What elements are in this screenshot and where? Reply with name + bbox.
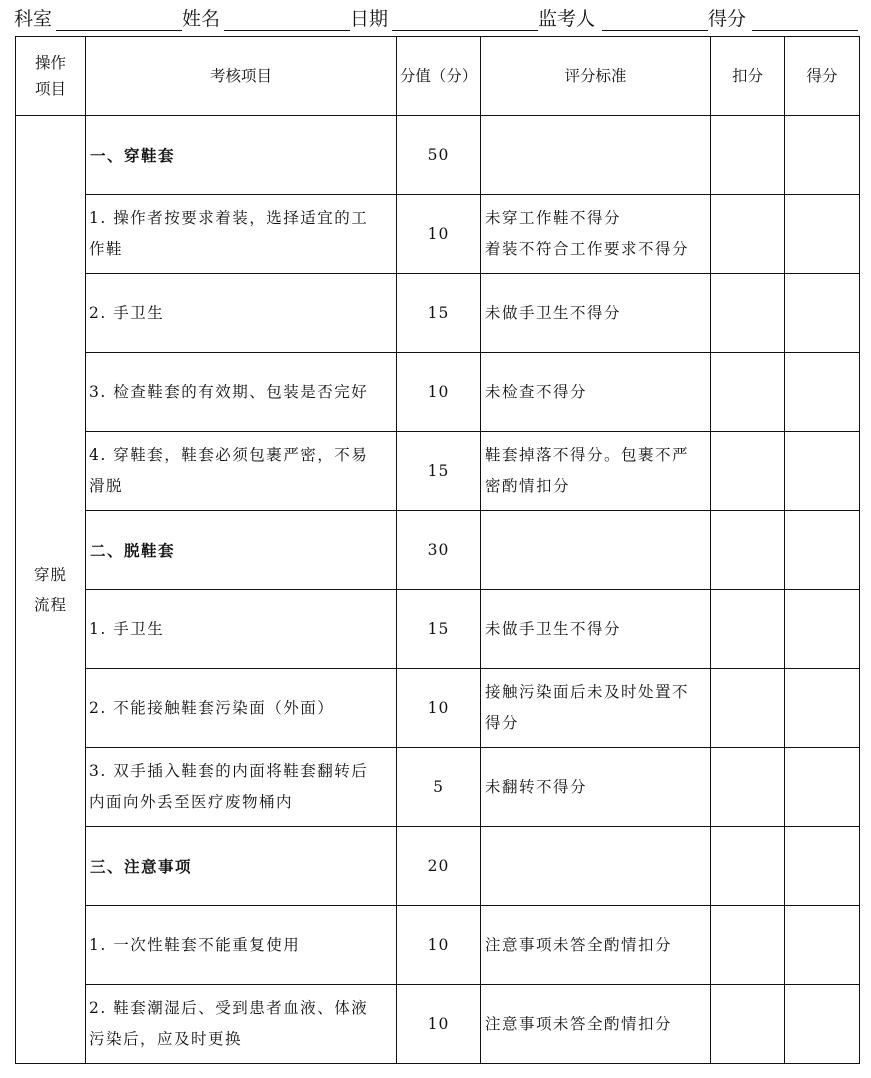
score-input-cell[interactable]: [785, 274, 860, 353]
table-row: [16, 432, 860, 511]
table-row: [16, 590, 860, 669]
score-field-line[interactable]: [752, 30, 858, 31]
points-cell: 5: [397, 748, 481, 827]
table-row: [16, 195, 860, 274]
points-cell: 20: [397, 827, 481, 906]
deduct-input-cell[interactable]: [711, 985, 785, 1064]
name-field-line[interactable]: [224, 30, 350, 31]
form-header: [14, 7, 859, 33]
deduct-input-cell[interactable]: [711, 274, 785, 353]
deduct-input-cell[interactable]: [711, 906, 785, 985]
criteria-cell: 未做手卫生不得分: [481, 274, 711, 353]
table-body: [16, 116, 860, 1064]
deduct-input-cell[interactable]: [711, 827, 785, 906]
exam-item-cell: 2. 不能接触鞋套污染面（外面）: [86, 669, 397, 748]
score-label: 得分: [708, 8, 747, 30]
points-cell: 30: [397, 511, 481, 590]
exam-item-cell: 1. 一次性鞋套不能重复使用: [86, 906, 397, 985]
section-row: [16, 511, 860, 590]
section-title: 二、脱鞋套: [86, 511, 397, 590]
deduct-input-cell[interactable]: [711, 669, 785, 748]
table-row: [16, 748, 860, 827]
col-header-deduct: 扣分: [711, 37, 785, 116]
score-input-cell[interactable]: [785, 353, 860, 432]
col-header-criteria: 评分标准: [481, 37, 711, 116]
criteria-cell: 注意事项未答全酌情扣分: [481, 906, 711, 985]
examiner-field-line[interactable]: [602, 30, 708, 31]
deduct-input-cell[interactable]: [711, 590, 785, 669]
col-header-score: 得分: [785, 37, 860, 116]
score-input-cell[interactable]: [785, 669, 860, 748]
criteria-cell: [481, 116, 711, 195]
score-input-cell[interactable]: [785, 827, 860, 906]
points-cell: 15: [397, 432, 481, 511]
score-input-cell[interactable]: [785, 195, 860, 274]
criteria-cell: 未翻转不得分: [481, 748, 711, 827]
exam-item-cell: 1. 手卫生: [86, 590, 397, 669]
criteria-cell: 未做手卫生不得分: [481, 590, 711, 669]
exam-item-cell: 3. 双手插入鞋套的内面将鞋套翻转后 内面向外丢至医疗废物桶内: [86, 748, 397, 827]
assessment-table: [15, 36, 860, 1064]
criteria-cell: [481, 511, 711, 590]
criteria-cell: 接触污染面后未及时处置不 得分: [481, 669, 711, 748]
table-row: [16, 985, 860, 1064]
points-cell: 15: [397, 274, 481, 353]
table-row: [16, 353, 860, 432]
name-label: 姓名: [182, 8, 221, 30]
group-label-cell: 穿脱 流程: [16, 116, 86, 1064]
col-header-exam-item: 考核项目: [86, 37, 397, 116]
date-field-line[interactable]: [392, 30, 538, 31]
table-row: [16, 669, 860, 748]
deduct-input-cell[interactable]: [711, 748, 785, 827]
table-row: [16, 906, 860, 985]
exam-item-cell: 4. 穿鞋套，鞋套必须包裹严密，不易 滑脱: [86, 432, 397, 511]
exam-item-cell: 2. 鞋套潮湿后、受到患者血液、体液 污染后，应及时更换: [86, 985, 397, 1064]
score-input-cell[interactable]: [785, 985, 860, 1064]
score-input-cell[interactable]: [785, 906, 860, 985]
deduct-input-cell[interactable]: [711, 432, 785, 511]
deduct-input-cell[interactable]: [711, 116, 785, 195]
points-cell: 10: [397, 669, 481, 748]
examiner-label: 监考人: [538, 8, 596, 30]
score-input-cell[interactable]: [785, 748, 860, 827]
score-input-cell[interactable]: [785, 116, 860, 195]
points-cell: 15: [397, 590, 481, 669]
section-row: [16, 116, 860, 195]
points-cell: 10: [397, 353, 481, 432]
deduct-input-cell[interactable]: [711, 511, 785, 590]
criteria-cell: 未穿工作鞋不得分 着装不符合工作要求不得分: [481, 195, 711, 274]
score-input-cell[interactable]: [785, 432, 860, 511]
criteria-cell: 鞋套掉落不得分。包裹不严 密酌情扣分: [481, 432, 711, 511]
date-label: 日期: [350, 8, 389, 30]
points-cell: 10: [397, 906, 481, 985]
score-input-cell[interactable]: [785, 590, 860, 669]
table-row: [16, 274, 860, 353]
score-input-cell[interactable]: [785, 511, 860, 590]
section-row: [16, 827, 860, 906]
points-cell: 10: [397, 195, 481, 274]
dept-field-line[interactable]: [56, 30, 182, 31]
deduct-input-cell[interactable]: [711, 353, 785, 432]
deduct-input-cell[interactable]: [711, 195, 785, 274]
col-header-op-item: 操作 项目: [16, 37, 86, 116]
criteria-cell: 未检查不得分: [481, 353, 711, 432]
exam-item-cell: 1. 操作者按要求着装，选择适宜的工 作鞋: [86, 195, 397, 274]
section-title: 一、穿鞋套: [86, 116, 397, 195]
dept-label: 科室: [14, 8, 53, 30]
criteria-cell: 注意事项未答全酌情扣分: [481, 985, 711, 1064]
exam-item-cell: 3. 检查鞋套的有效期、包装是否完好: [86, 353, 397, 432]
points-cell: 50: [397, 116, 481, 195]
section-title: 三、注意事项: [86, 827, 397, 906]
criteria-cell: [481, 827, 711, 906]
table-header-row: [16, 37, 860, 116]
col-header-points: 分值（分）: [397, 37, 481, 116]
exam-item-cell: 2. 手卫生: [86, 274, 397, 353]
points-cell: 10: [397, 985, 481, 1064]
